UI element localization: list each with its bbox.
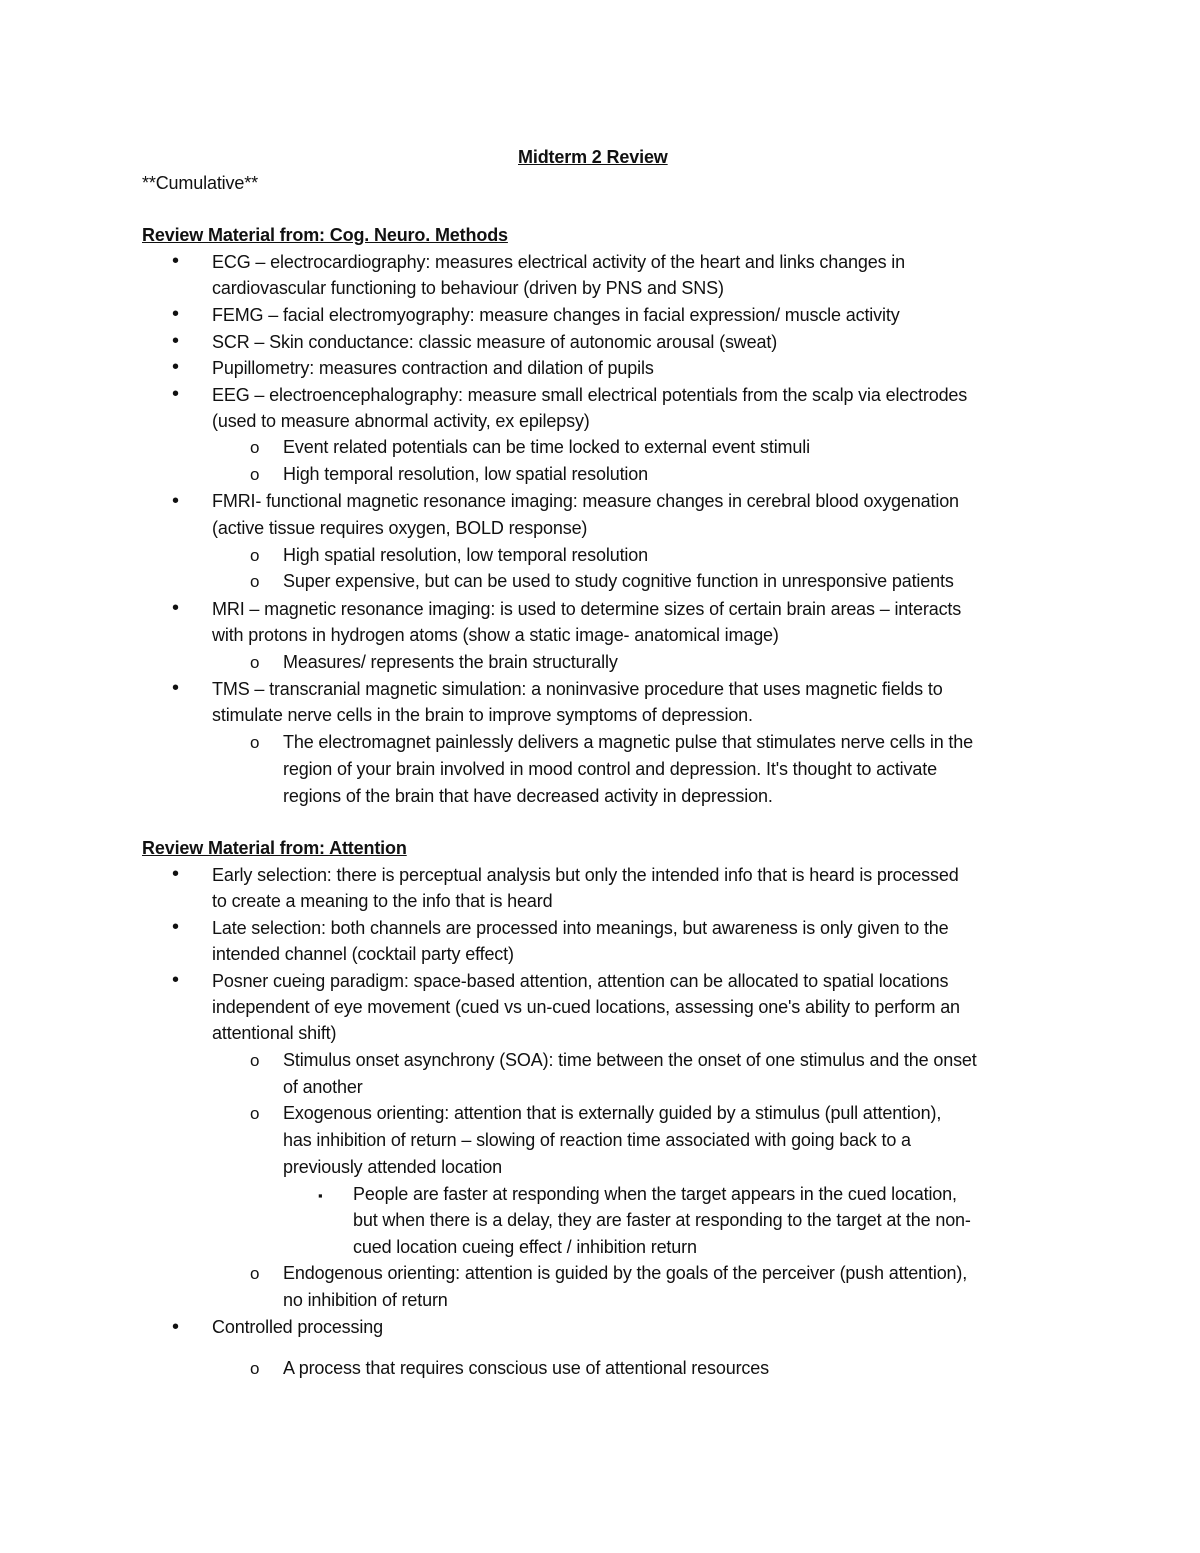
sub-list-item: Endogenous orienting: attention is guided by the goals of the perceiver (push attention), (283, 1263, 968, 1283)
sub-list-item-continuation: regions of the brain that have decreased activity in depression. (283, 786, 773, 806)
bullet-icon: • (172, 383, 180, 405)
list-item-continuation: independent of eye movement (cued vs un-cued locations, assessing one's ability to perform an (212, 997, 960, 1017)
sub-sub-list-item-continuation: cued location cueing effect / inhibition return (353, 1237, 697, 1257)
bullet-icon: • (172, 916, 180, 938)
page-title: Midterm 2 Review (518, 147, 668, 167)
bullet-icon: • (172, 597, 180, 619)
sub-list-item: Exogenous orienting: attention that is externally guided by a stimulus (pull attention), (283, 1103, 942, 1123)
sub-list-item-continuation: no inhibition of return (283, 1290, 448, 1310)
list-item-continuation: cardiovascular functioning to behaviour (driven by PNS and SNS) (212, 278, 724, 298)
sub-bullet-icon: o (250, 546, 260, 565)
list-item: FEMG – facial electromyography: measure changes in facial expression/ muscle activity (212, 305, 900, 325)
bullet-icon: • (172, 303, 180, 325)
list-item: Posner cueing paradigm: space-based attention, attention can be allocated to spatial locations (212, 971, 949, 991)
list-item: Early selection: there is perceptual analysis but only the intended info that is heard is processed (212, 865, 959, 885)
list-item: MRI – magnetic resonance imaging: is used to determine sizes of certain brain areas – interacts (212, 599, 962, 619)
sub-bullet-icon: o (250, 1051, 260, 1070)
list-item: ECG – electrocardiography: measures electrical activity of the heart and links changes in (212, 252, 906, 272)
sub-sub-list-item: People are faster at responding when the target appears in the cued location, (353, 1184, 957, 1204)
sub-list-item: High temporal resolution, low spatial resolution (283, 464, 648, 484)
sub-bullet-icon: o (250, 1264, 260, 1283)
sub-bullet-icon: o (250, 1359, 260, 1378)
section-heading: Review Material from: Cog. Neuro. Methods (142, 225, 508, 245)
list-item: EEG – electroencephalography: measure small electrical potentials from the scalp via electrodes (212, 385, 968, 405)
list-item: TMS – transcranial magnetic simulation: a noninvasive procedure that uses magnetic fields to (212, 679, 943, 699)
sub-list-item-continuation: has inhibition of return – slowing of reaction time associated with going back to a (283, 1130, 911, 1150)
sub-list-item: Stimulus onset asynchrony (SOA): time between the onset of one stimulus and the onset (283, 1050, 977, 1070)
bullet-icon: • (172, 677, 180, 699)
sub-list-item: Measures/ represents the brain structurally (283, 652, 618, 672)
bullet-icon: • (172, 969, 180, 991)
sub-bullet-icon: o (250, 465, 260, 484)
bullet-icon: • (172, 490, 180, 512)
sub-list-item: Event related potentials can be time locked to external event stimuli (283, 437, 810, 457)
list-item-continuation: with protons in hydrogen atoms (show a static image- anatomical image) (212, 625, 779, 645)
cumulative-note: **Cumulative** (142, 173, 258, 193)
sub-bullet-icon: o (250, 733, 260, 752)
bullet-icon: • (172, 863, 180, 885)
sub-bullet-icon: o (250, 1104, 260, 1123)
sub-list-item: High spatial resolution, low temporal resolution (283, 545, 648, 565)
sub-sub-list-item-continuation: but when there is a delay, they are faster at responding to the target at the non- (353, 1210, 971, 1230)
list-item-continuation: (used to measure abnormal activity, ex epilepsy) (212, 411, 590, 431)
sub-list-item-continuation: region of your brain involved in mood control and depression. It's thought to activate (283, 759, 937, 779)
list-item: FMRI- functional magnetic resonance imaging: measure changes in cerebral blood oxygenation (212, 491, 959, 511)
sub-bullet-icon: o (250, 653, 260, 672)
sub-list-item: A process that requires conscious use of attentional resources (283, 1358, 769, 1378)
list-item: Pupillometry: measures contraction and dilation of pupils (212, 358, 654, 378)
sub-sub-bullet-icon: ▪ (318, 1188, 323, 1203)
sub-list-item: The electromagnet painlessly delivers a magnetic pulse that stimulates nerve cells in the (283, 732, 974, 752)
list-item-continuation: to create a meaning to the info that is heard (212, 891, 553, 911)
sub-list-item-continuation: of another (283, 1077, 363, 1097)
sub-list-item-continuation: previously attended location (283, 1157, 502, 1177)
sub-list-item: Super expensive, but can be used to study cognitive function in unresponsive patients (283, 571, 954, 591)
bullet-icon: • (172, 1316, 180, 1338)
list-item: SCR – Skin conductance: classic measure of autonomic arousal (sweat) (212, 332, 778, 352)
bullet-icon: • (172, 330, 180, 352)
bullet-icon: • (172, 250, 180, 272)
list-item-continuation: attentional shift) (212, 1023, 337, 1043)
sub-bullet-icon: o (250, 572, 260, 591)
list-item-continuation: stimulate nerve cells in the brain to improve symptoms of depression. (212, 705, 753, 725)
list-item: Controlled processing (212, 1317, 383, 1337)
section-heading: Review Material from: Attention (142, 838, 407, 858)
list-item-continuation: intended channel (cocktail party effect) (212, 944, 514, 964)
list-item-continuation: (active tissue requires oxygen, BOLD response) (212, 518, 588, 538)
bullet-icon: • (172, 356, 180, 378)
sub-bullet-icon: o (250, 438, 260, 457)
list-item: Late selection: both channels are processed into meanings, but awareness is only given to the (212, 918, 949, 938)
